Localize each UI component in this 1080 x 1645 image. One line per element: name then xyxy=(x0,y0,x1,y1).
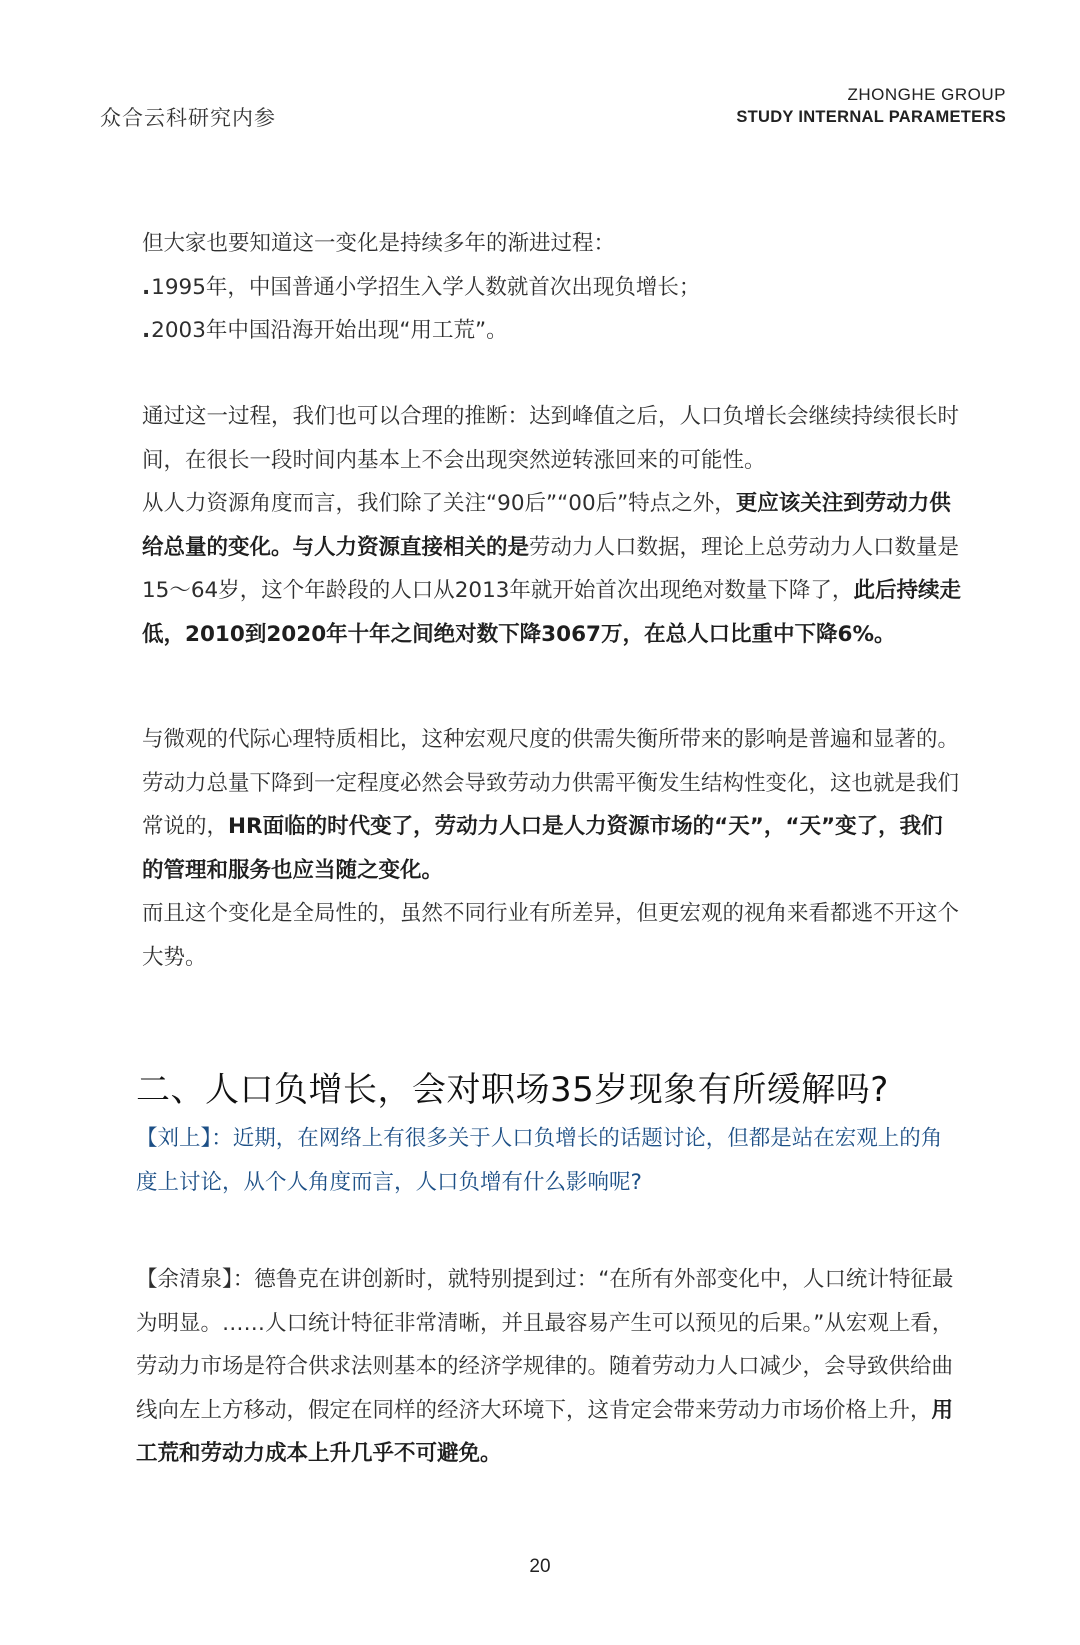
bullet-text: 2003年中国沿海开始出现“用工荒”。 xyxy=(151,318,508,343)
header-group-name xyxy=(736,84,1006,128)
answer-paragraph xyxy=(136,1258,962,1476)
labor-text-a: 从人力资源角度而言，我们除了关注“90后”“00后”特点之外， xyxy=(142,491,736,516)
labor-emphasis-a: 更应该关注到劳动力供给总量的变化。与人力资源直接相关的是 xyxy=(142,491,951,560)
text-block-1 xyxy=(142,222,962,353)
answer-text: 德鲁克在讲创新时，就特别提到过：“在所有外部变化中，人口统计特征最为明显。……人口统计特征非常清晰，并且最容易产生可以预见的后果。”从宏观上看，劳动力市场是符合供求法则基本的经济学规律的。随着劳动力人口减少，会导致供给曲线向左上方移动，假定在同样的经济大环境下，这肯定会带来劳动力市场价格上升， xyxy=(136,1267,954,1423)
answer-speaker: 【余清泉】： xyxy=(136,1267,255,1292)
bullet-item xyxy=(142,266,962,310)
question-speaker: 【刘上】： xyxy=(136,1126,233,1151)
question-block xyxy=(136,1117,962,1204)
inference-paragraph: 通过这一过程，我们也可以合理的推断：达到峰值之后，人口负增长会继续持续很长时间，在很长一段时间内基本上不会出现突然逆转涨回来的可能性。 xyxy=(142,404,960,473)
page-number: 20 xyxy=(529,1556,551,1577)
section-title: 二、人口负增长，会对职场35岁现象有所缓解吗? xyxy=(136,1070,889,1110)
labor-paragraph xyxy=(142,482,962,656)
intro-paragraph: 但大家也要知道这一变化是持续多年的渐进过程： xyxy=(142,231,616,256)
bullet-item xyxy=(142,309,962,353)
bullet-text: 1995年，中国普通小学招生入学人数就首次出现负增长； xyxy=(151,274,701,300)
answer-block xyxy=(136,1258,962,1476)
header-publication-title: 众合云科研究内参 xyxy=(100,106,276,130)
labor-text-b: 劳动力人口数据，理论上总劳动力人口数量是15～64岁，这个年龄段的人口从2013年就开始首次出现绝对数量下降了， xyxy=(142,534,960,603)
bullet-dot: . xyxy=(142,318,151,343)
question-paragraph xyxy=(136,1117,962,1204)
macro-emphasis: HR面临的时代变了，劳动力人口是人力资源市场的“天”，“天”变了，我们的管理和服务也应当随之变化。 xyxy=(142,814,943,883)
labor-emphasis-b: 此后持续走低，2010到2020年十年之间绝对数下降3067万，在总人口比重中下降6%。 xyxy=(142,578,961,647)
header-group-line1: ZHONGHE GROUP xyxy=(847,85,1006,104)
text-block-3 xyxy=(142,718,962,979)
macro-paragraph xyxy=(142,718,962,892)
bullet-dot: . xyxy=(142,274,151,300)
global-change-paragraph: 而且这个变化是全局性的，虽然不同行业有所差异，但更宏观的视角来看都逃不开这个大势。 xyxy=(142,901,960,970)
text-block-2 xyxy=(142,395,962,656)
header-group-line2: STUDY INTERNAL PARAMETERS xyxy=(736,108,1006,126)
answer-emphasis: 用工荒和劳动力成本上升几乎不可避免。 xyxy=(136,1397,954,1466)
macro-text: 与微观的代际心理特质相比，这种宏观尺度的供需失衡所带来的影响是普遍和显著的。劳动力总量下降到一定程度必然会导致劳动力供需平衡发生结构性变化，这也就是我们常说的， xyxy=(142,727,960,839)
question-text: 近期，在网络上有很多关于人口负增长的话题讨论，但都是站在宏观上的角度上讨论，从个人角度而言，人口负增有什么影响呢? xyxy=(136,1126,943,1195)
